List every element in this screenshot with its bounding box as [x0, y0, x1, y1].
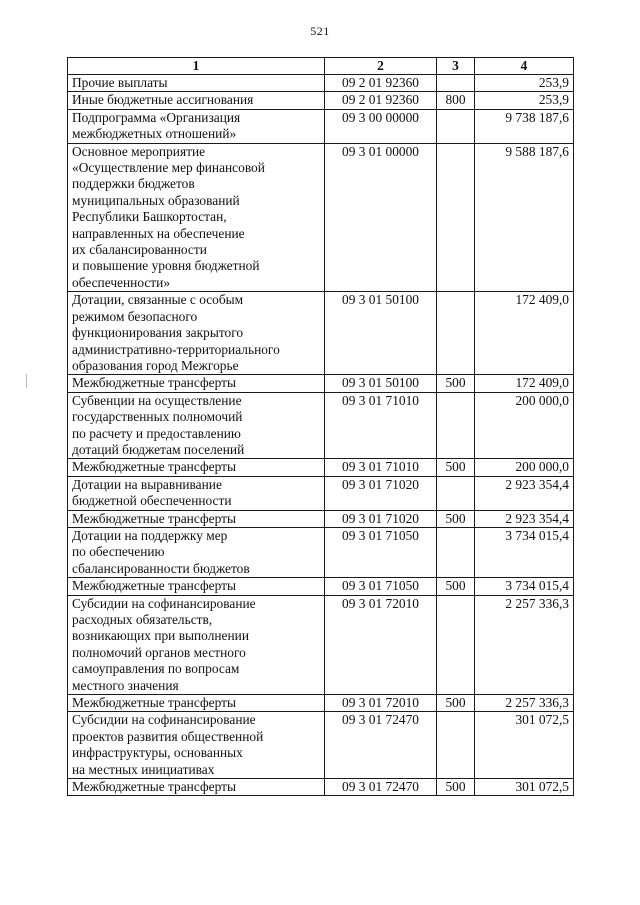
row-amount-cell: 2 923 354,4 [475, 476, 574, 510]
row-name-cell: Межбюджетные трансферты [68, 695, 325, 712]
row-code-cell: 09 3 01 71010 [325, 392, 437, 459]
table-row [68, 476, 574, 510]
table-row [68, 595, 574, 694]
table-row [68, 75, 574, 92]
row-amount-cell: 172 409,0 [475, 292, 574, 375]
margin-mark [26, 374, 27, 388]
table-header [68, 58, 574, 75]
row-amount-cell: 200 000,0 [475, 392, 574, 459]
row-amount-cell: 253,9 [475, 92, 574, 109]
row-name-cell: Межбюджетные трансферты [68, 459, 325, 476]
table-row [68, 292, 574, 375]
row-name-cell: Иные бюджетные ассигнования [68, 92, 325, 109]
row-type-cell: 500 [437, 459, 475, 476]
row-code-cell: 09 3 01 50100 [325, 292, 437, 375]
row-code-cell: 09 3 01 71020 [325, 476, 437, 510]
row-type-cell: 500 [437, 779, 475, 796]
row-amount-cell: 301 072,5 [475, 712, 574, 779]
header-col-code: 2 [325, 58, 437, 75]
row-amount-cell: 2 923 354,4 [475, 510, 574, 527]
row-type-cell [437, 595, 475, 694]
row-code-cell: 09 3 01 71050 [325, 578, 437, 595]
row-code-cell: 09 3 01 72470 [325, 712, 437, 779]
row-name-cell: Субсидии на софинансирование расходных обязательств, возникающих при выполнении полномочий органов местного самоуправления по вопросам местного значения [68, 595, 325, 694]
row-amount-cell: 172 409,0 [475, 375, 574, 392]
row-amount-cell: 9 588 187,6 [475, 143, 574, 292]
row-code-cell: 09 2 01 92360 [325, 92, 437, 109]
row-code-cell: 09 3 01 72010 [325, 595, 437, 694]
row-name-cell: Межбюджетные трансферты [68, 510, 325, 527]
row-type-cell: 500 [437, 510, 475, 527]
row-amount-cell: 3 734 015,4 [475, 578, 574, 595]
row-name-cell: Дотации на поддержку мер по обеспечению сбалансированности бюджетов [68, 527, 325, 577]
row-amount-cell: 3 734 015,4 [475, 527, 574, 577]
row-code-cell: 09 3 01 72470 [325, 779, 437, 796]
table-row [68, 712, 574, 779]
table-row [68, 695, 574, 712]
row-type-cell [437, 292, 475, 375]
row-name-cell: Основное мероприятие «Осуществление мер финансовой поддержки бюджетов муниципальных образований Республики Башкортостан, направленных на обеспечение их сбалансированности и повышение уровня бюджетной обеспеченности» [68, 143, 325, 292]
row-name-cell: Межбюджетные трансферты [68, 375, 325, 392]
row-name-cell: Межбюджетные трансферты [68, 578, 325, 595]
row-code-cell: 09 2 01 92360 [325, 75, 437, 92]
table-row [68, 779, 574, 796]
header-col-name: 1 [68, 58, 325, 75]
row-type-cell [437, 392, 475, 459]
table-row [68, 109, 574, 143]
table-row [68, 375, 574, 392]
table-row [68, 527, 574, 577]
row-name-cell: Субвенции на осуществление государственных полномочий по расчету и предоставлению дотаций бюджетам поселений [68, 392, 325, 459]
row-name-cell: Прочие выплаты [68, 75, 325, 92]
row-code-cell: 09 3 01 50100 [325, 375, 437, 392]
row-amount-cell: 2 257 336,3 [475, 595, 574, 694]
row-amount-cell: 301 072,5 [475, 779, 574, 796]
row-type-cell [437, 75, 475, 92]
table-row [68, 143, 574, 292]
row-type-cell: 500 [437, 695, 475, 712]
table-row [68, 92, 574, 109]
header-row [68, 58, 574, 75]
row-type-cell [437, 143, 475, 292]
row-code-cell: 09 3 01 72010 [325, 695, 437, 712]
table-row [68, 459, 574, 476]
row-type-cell [437, 109, 475, 143]
row-amount-cell: 253,9 [475, 75, 574, 92]
table-row [68, 510, 574, 527]
row-type-cell: 500 [437, 375, 475, 392]
row-name-cell: Дотации на выравнивание бюджетной обеспеченности [68, 476, 325, 510]
row-type-cell [437, 712, 475, 779]
row-name-cell: Подпрограмма «Организация межбюджетных отношений» [68, 109, 325, 143]
row-name-cell: Межбюджетные трансферты [68, 779, 325, 796]
row-name-cell: Дотации, связанные с особым режимом безопасного функционирования закрытого административно-территориального образования город Межгорье [68, 292, 325, 375]
row-type-cell [437, 476, 475, 510]
table-body [68, 75, 574, 796]
row-type-cell: 500 [437, 578, 475, 595]
budget-table [67, 57, 574, 796]
row-amount-cell: 9 738 187,6 [475, 109, 574, 143]
row-type-cell: 800 [437, 92, 475, 109]
row-name-cell: Субсидии на софинансирование проектов развития общественной инфраструктуры, основанных на местных инициативах [68, 712, 325, 779]
row-code-cell: 09 3 00 00000 [325, 109, 437, 143]
row-amount-cell: 200 000,0 [475, 459, 574, 476]
row-code-cell: 09 3 01 00000 [325, 143, 437, 292]
header-col-amount: 4 [475, 58, 574, 75]
table-row [68, 392, 574, 459]
header-col-type: 3 [437, 58, 475, 75]
row-code-cell: 09 3 01 71050 [325, 527, 437, 577]
row-code-cell: 09 3 01 71020 [325, 510, 437, 527]
table-row [68, 578, 574, 595]
page-number: 521 [310, 24, 330, 38]
row-code-cell: 09 3 01 71010 [325, 459, 437, 476]
row-amount-cell: 2 257 336,3 [475, 695, 574, 712]
row-type-cell [437, 527, 475, 577]
